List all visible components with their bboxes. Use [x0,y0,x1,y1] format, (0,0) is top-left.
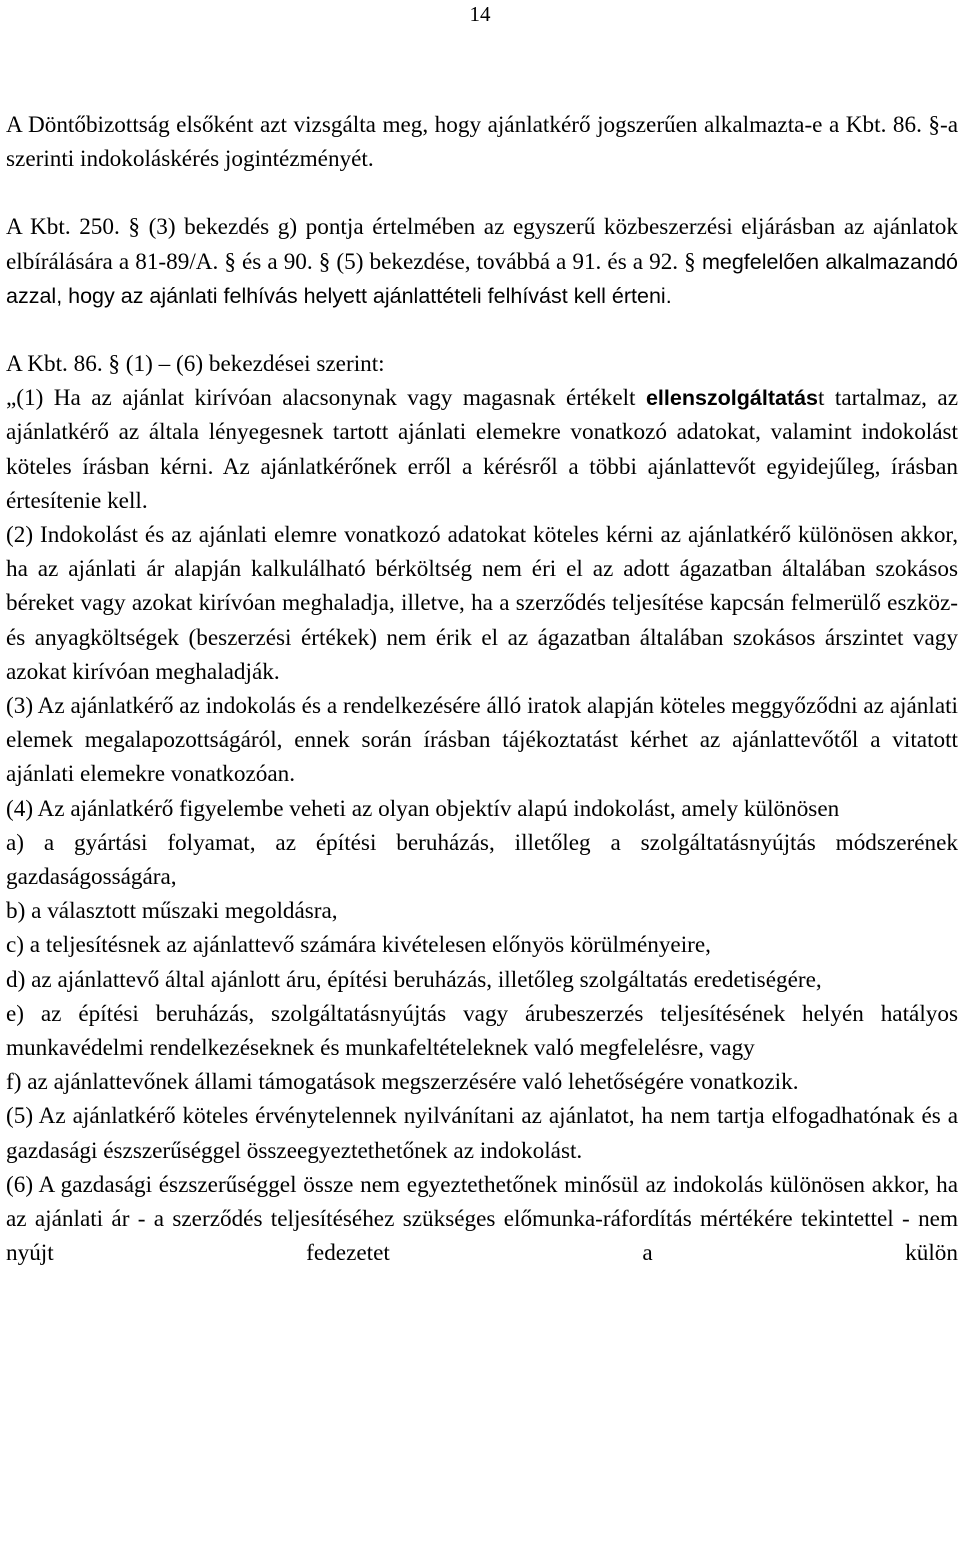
paragraph-kbt-250-text: A Kbt. 250. § (3) bekezdés g) pontja értelmében az egyszerű közbeszerzési eljárásban az ajánlatok elbírálására a 81-89/A. § és a 90. § (5) bekezdése, továbbá a 91. és a 92. § [6,214,958,275]
subsection-1-bold-term: ellenszolgáltatás [645,386,819,411]
list-item-e: e) az építési beruházás, szolgáltatásnyújtás vagy árubeszerzés teljesítésének helyén hatályos munkavédelmi rendelkezéseknek és munkafeltételeknek való megfelelésre, vagy [6,1000,958,1062]
paragraph-kbt-86-intro: A Kbt. 86. § (1) – (6) bekezdései szerint: [6,351,385,378]
paragraph-subsection-2: (2) Indokolást és az ajánlati elemre vonatkozó adatokat köteles kérni az ajánlatkérő különösen akkor, ha az ajánlati ár alapján kalkulálható bérköltség nem éri el az adott ágazatban általában szokásos béreket vagy azokat kirívóan meghaladja, illetve, ha a szerződés teljesítése kapcsán felmerülő eszköz- és anyagköltségek (beszerzési értékek) nem érik el az ágazatban általában szokásos árszintet vagy azokat kirívóan meghaladják. [6,522,958,685]
subsection-1-rest: t tartalmaz, az ajánlatkérő az általa lényegesnek tartott ajánlati elemekre vonatkozó adatokat, valamint indokolást köteles írásban kérni. Az ajánlatkérőnek erről a kérésről a többi ajánlattevőt egyidejűleg, írásban értesítenie kell. [6,385,958,514]
paragraph-gap [6,176,958,210]
list-item-d: d) az ajánlattevő által ajánlott áru, építési beruházás, illetőleg szolgáltatás eredetiségére, [6,966,822,993]
paragraph-subsection-4: (4) Az ajánlatkérő figyelembe veheti az olyan objektív alapú indokolást, amely különösen [6,795,840,822]
paragraph-subsection-1 [6,381,958,518]
list-item-f: f) az ajánlattevőnek állami támogatások megszerzésére való lehetőségére vonatkozik. [6,1069,799,1096]
paragraph-intro: A Döntőbizottság elsőként azt vizsgálta meg, hogy ajánlatkérő jogszerűen alkalmazta-e a Kbt. 86. §-a szerinti indokoláskérés jogintézményét. [6,112,958,173]
list-item-b: b) a választott műszaki megoldásra, [6,898,338,925]
paragraph-subsection-6: (6) A gazdasági észszerűséggel össze nem egyeztethetőnek minősül az indokolás különösen akkor, ha az ajánlati ár - a szerződés teljesítéséhez szükséges előmunka-ráfordítás mértékére tekintettel - nem nyújt fedezetet a külön [6,1171,958,1267]
paragraph-kbt-250-sans-text: megfelelően alkalmazandó azzal, hogy az ajánlati felhívás helyett ajánlattételi felhívást kell érteni. [6,249,959,308]
page-number: 14 [469,2,491,26]
paragraph-subsection-5: (5) Az ajánlatkérő köteles érvénytelennek nyilvánítani az ajánlatot, ha nem tartja elfogadhatónak és a gazdasági észszerűséggel összeegyeztethetőnek az indokolást. [6,1103,958,1164]
document-body [6,108,958,1271]
paragraph-subsection-3: (3) Az ajánlatkérő az indokolás és a rendelkezésére álló iratok alapján köteles meggyőződni az ajánlati elemek megalapozottságáról, ennek során írásban tájékoztatást kérhet az ajánlattevőtől a vitatott ajánlati elemekre vonatkozóan. [6,693,958,788]
subsection-1-start: „(1) Ha az ajánlat kirívóan alacsonynak vagy magasnak értékelt [6,385,646,412]
list-item-c: c) a teljesítésnek az ajánlattevő számára kivételesen előnyös körülményeire, [6,932,711,959]
paragraph-gap [6,313,958,347]
paragraph-kbt-250 [6,210,958,313]
list-item-a: a) a gyártási folyamat, az építési beruházás, illetőleg a szolgáltatásnyújtás módszerének gazdaságosságára, [6,829,958,891]
